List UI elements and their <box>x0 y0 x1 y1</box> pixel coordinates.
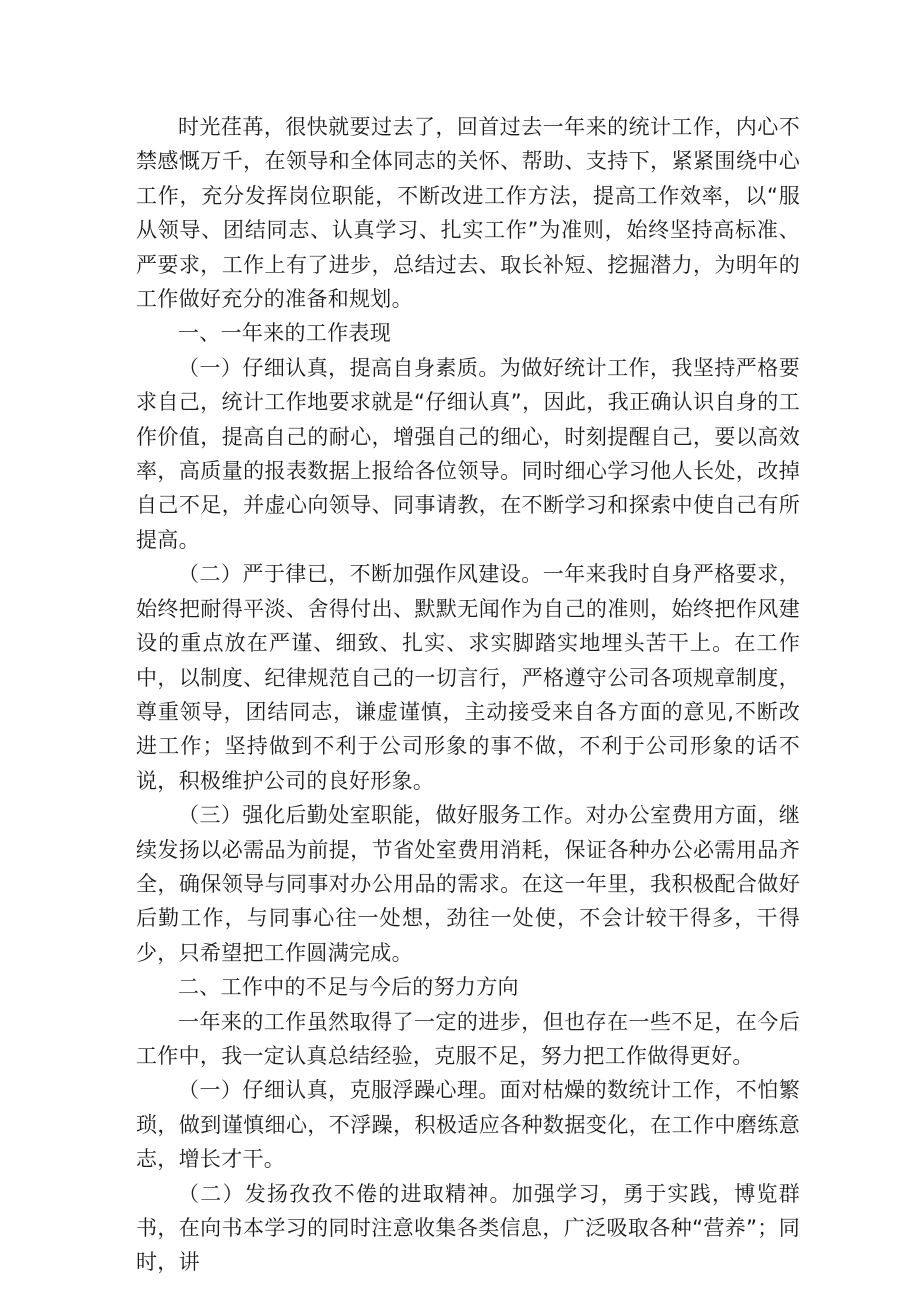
section-2-intro-paragraph: 一年来的工作虽然取得了一定的进步，但也存在一些不足，在今后工作中，我一定认真总结经验，克服不足，努力把工作做得更好。 <box>136 1009 800 1068</box>
section-1-item-3-paragraph: （三）强化后勤处室职能，做好服务工作。对办公室费用方面，继续发扬以必需品为前提，节省处室费用消耗，保证各种办公必需用品齐全，确保领导与同事对办公用品的需求。在这一年里，我积极配合做好后勤工作，与同事心往一处想，劲往一处使，不会计较干得多，干得少，只希望把工作圆满完成。 <box>136 803 800 965</box>
intro-paragraph: 时光荏苒，很快就要过去了，回首过去一年来的统计工作，内心不禁感慨万千，在领导和全体同志的关怀、帮助、支持下，紧紧围绕中心工作，充分发挥岗位职能，不断改进工作方法，提高工作效率，以“服从领导、团结同志、认真学习、扎实工作”为准则，始终坚持高标准、严要求，工作上有了进步，总结过去、取长补短、挖掘潜力，为明年的工作做好充分的准备和规划。 <box>136 115 800 312</box>
document-body <box>136 110 800 1280</box>
section-heading-1: 一、一年来的工作表现 <box>178 321 391 346</box>
section-heading-2: 二、工作中的不足与今后的努力方向 <box>178 975 519 1000</box>
section-1-item-2-paragraph: （二）严于律已，不断加强作风建设。一年来我时自身严格要求，始终把耐得平淡、舍得付出、默默无闻作为自己的准则，始终把作风建设的重点放在严谨、细致、扎实、求实脚踏实地埋头苦干上。在工作中，以制度、纪律规范自己的一切言行，严格遵守公司各项规章制度，尊重领导，团结同志，谦虚谨慎，主动接受来自各方面的意见,不断改进工作；坚持做到不利于公司形象的事不做，不利于公司形象的话不说，积极维护公司的良好形象。 <box>136 562 800 793</box>
section-1-item-1-paragraph: （一）仔细认真，提高自身素质。为做好统计工作，我坚持严格要求自己，统计工作地要求就是“仔细认真”，因此，我正确认识自身的工作价值，提高自己的耐心，增强自己的细心，时刻提醒自己，要以高效率，高质量的报表数据上报给各位领导。同时细心学习他人长处，改掉自己不足，并虚心向领导、同事请教，在不断学习和探索中使自己有所提高。 <box>136 355 800 552</box>
section-2-item-2-paragraph: （二）发扬孜孜不倦的进取精神。加强学习，勇于实践，博览群书，在向书本学习的同时注意收集各类信息，广泛吸取各种“营养”；同时，讲 <box>136 1181 800 1275</box>
section-2-item-1-paragraph: （一）仔细认真，克服浮躁心理。面对枯燥的数统计工作，不怕繁琐，做到谨慎细心，不浮躁，积极适应各种数据变化，在工作中磨练意志，增长才干。 <box>136 1078 800 1172</box>
